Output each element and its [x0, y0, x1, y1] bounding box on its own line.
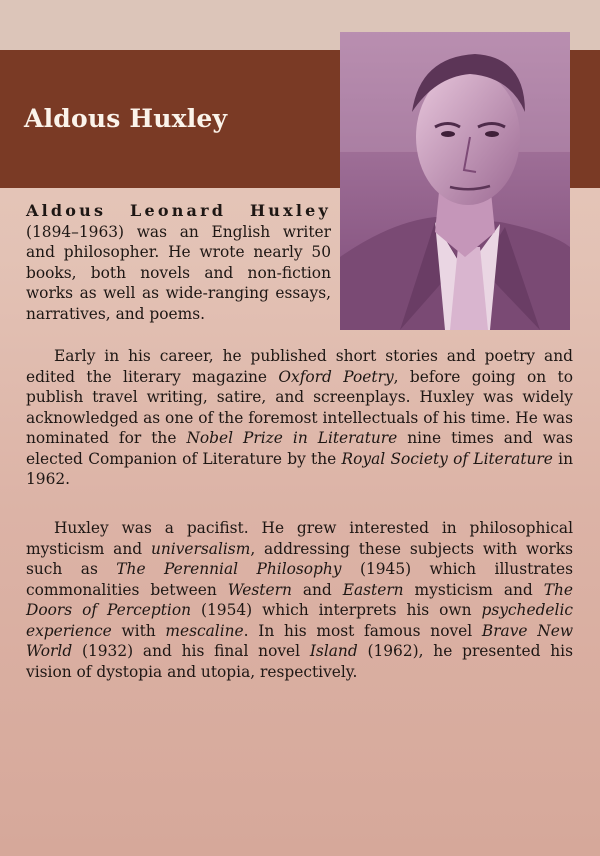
island-title: Island [309, 642, 358, 660]
p2-text-a: Early in his career, he published short stories and poetry and edited the literary magazine [26, 347, 573, 386]
p3-text-b: , addressing these subjects with works such as [26, 539, 573, 578]
p3-text-f: (1954) which interprets his own [191, 601, 482, 619]
universalism-term: universalism [150, 539, 251, 558]
p3-text-a: Huxley was a pacifist. He grew interested in philosophical mysticism and [26, 519, 573, 558]
royal-society-title: Royal Society of Literature [341, 449, 553, 468]
p3-text-c: (1945) which illustrates commonalities between [26, 560, 574, 599]
western-term: Western [227, 580, 292, 599]
perennial-philosophy-title: The Perennial Philosophy [116, 560, 342, 578]
intro-text: (1894–1963) was an English writer and philosopher. He wrote nearly 50 books, both novels and non-fiction works as well as wide-ranging essays, narratives, and poems. [26, 222, 331, 323]
intro-paragraph [26, 201, 331, 324]
p2-text-c: nine times and was elected Companion of Literature by the [26, 429, 573, 468]
mescaline-term: mescaline [165, 621, 244, 640]
p3-text-e: mysticism and [403, 580, 544, 599]
nobel-prize-title: Nobel Prize in Literature [186, 429, 398, 447]
intro-name: Aldous Leonard Huxley [26, 201, 331, 220]
psychedelic-experience-term: psychedelic experience [26, 601, 573, 640]
p2-text-d: in 1962. [26, 449, 574, 488]
p2-text-b: , before going on to publish travel writing, satire, and screenplays. Huxley was widely acknowledged as one of the foremost intellectuals of his time. He was nominated for the [26, 367, 573, 447]
p3-text-d: and [291, 580, 343, 599]
p3-text-j: (1962), he presented his vision of dystopia and utopia, respectively. [26, 642, 573, 681]
page-title: Aldous Huxley [24, 104, 228, 133]
oxford-poetry-title: Oxford Poetry [278, 367, 394, 386]
career-paragraph [26, 346, 573, 490]
doors-of-perception-title: The Doors of Perception [26, 580, 573, 619]
p3-text-i: (1932) and his final novel [72, 642, 310, 660]
brave-new-world-title: Brave New World [26, 621, 573, 660]
p3-text-g: with [111, 621, 166, 640]
portrait-illustration [340, 32, 570, 330]
eastern-term: Eastern [342, 580, 404, 599]
p3-text-h: . In his most famous novel [243, 621, 482, 640]
portrait-photo [340, 32, 570, 330]
pacifist-paragraph [26, 518, 573, 682]
